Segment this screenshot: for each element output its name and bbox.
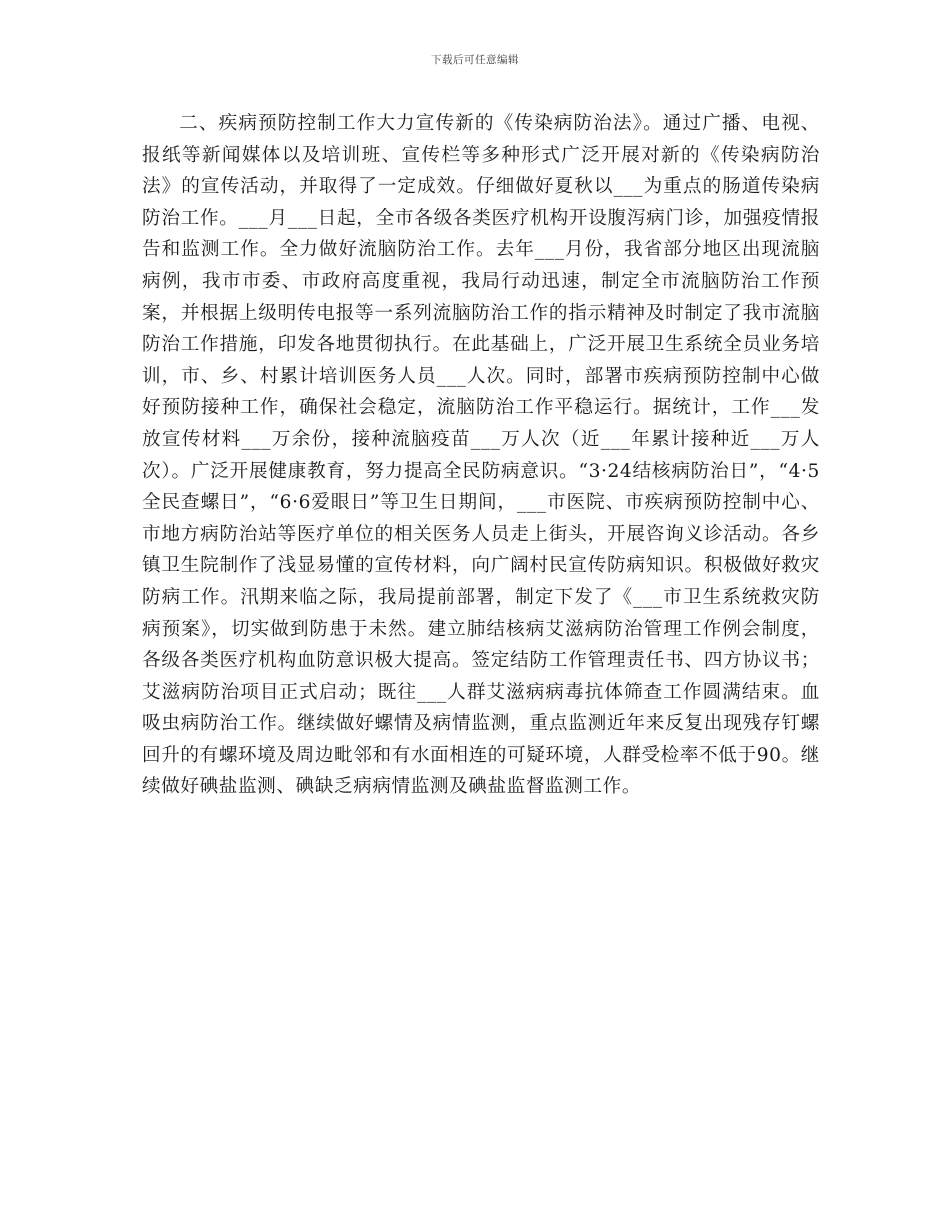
body-paragraph: 二、疾病预防控制工作大力宣传新的《传染病防治法》。通过广播、电视、报纸等新闻媒体以及培训班、宣传栏等多种形式广泛开展对新的《传染病防治法》的宣传活动，并取得了一定成效。仔细做好夏秋以___为重点的肠道传染病防治工作。___月___日起，全市各级各类医疗机构开设腹泻病门诊，加强疫情报告和监测工作。全力做好流脑防治工作。去年___月份，我省部分地区出现流脑病例，我市市委、市政府高度重视，我局行动迅速，制定全市流脑防治工作预案，并根据上级明传电报等一系列流脑防治工作的指示精神及时制定了我市流脑防治工作措施，印发各地贯彻执行。在此基础上，广泛开展卫生系统全员业务培训，市、乡、村累计培训医务人员___人次。同时，部署市疾病预防控制中心做好预防接种工作，确保社会稳定，流脑防治工作平稳运行。据统计，工作___发放宣传材料___万余份，接种流脑疫苗___万人次（近___年累计接种近___万人次）。广泛开展健康教育，努力提高全民防病意识。“3·24结核病防治日”，“4·5全民查螺日”，“6·6爱眼日”等卫生日期间，___市医院、市疾病预防控制中心、市地方病防治站等医疗单位的相关医务人员走上街头，开展咨询义诊活动。各乡镇卫生院制作了浅显易懂的宣传材料，向广阔村民宣传防病知识。积极做好救灾防病工作。汛期来临之际，我局提前部署，制定下发了《___市卫生系统救灾防病预案》，切实做到防患于未然。建立肺结核病艾滋病防治管理工作例会制度，各级各类医疗机构血防意识极大提高。签定结防工作管理责任书、四方协议书；艾滋病防治项目正式启动；既往___人群艾滋病病毒抗体筛查工作圆满结束。血吸虫病防治工作。继续做好螺情及病情监测，重点监测近年来反复出现残存钉螺回升的有螺环境及周边毗邻和有水面相连的可疑环境，人群受检率不低于90。继续做好碘盐监测、碘缺乏病病情监测及碘盐监督监测工作。 — [142, 113, 820, 798]
page-header: 下载后可任意编辑 — [431, 54, 519, 66]
